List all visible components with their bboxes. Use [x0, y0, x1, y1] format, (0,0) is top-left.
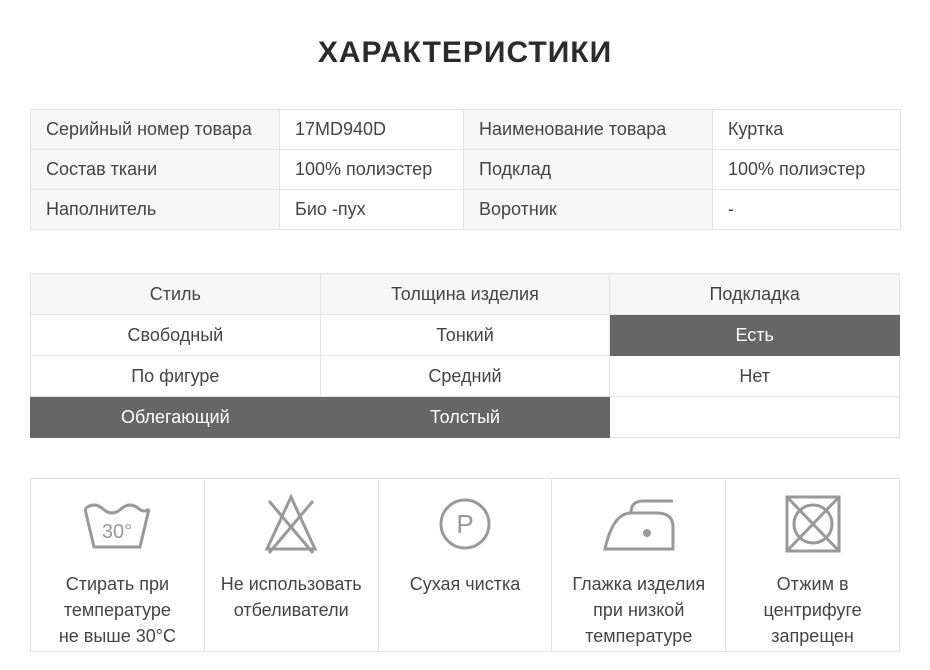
dry-clean-letter: P — [456, 509, 474, 539]
option-cell: Средний — [320, 356, 610, 397]
spec-value: Био -пух — [280, 190, 464, 230]
spec-row — [31, 150, 901, 190]
spec-key: Наполнитель — [31, 190, 280, 230]
spec-value: 17MD940D — [280, 110, 464, 150]
no-tumble-dry-icon — [773, 493, 853, 555]
spec-table — [30, 109, 901, 230]
spec-row — [31, 110, 901, 150]
option-cell: Толстый — [320, 397, 610, 438]
options-header-thickness: Толщина изделия — [320, 274, 610, 315]
spec-key: Подклад — [464, 150, 713, 190]
page-title: ХАРАКТЕРИСТИКИ — [317, 36, 613, 69]
options-header-style: Стиль — [31, 274, 321, 315]
option-cell: По фигуре — [31, 356, 321, 397]
option-cell — [610, 397, 900, 438]
spec-key: Наименование товара — [464, 110, 713, 150]
options-row — [31, 397, 900, 438]
care-item-wash — [31, 479, 204, 651]
care-label-dryclean: Сухая чистка — [409, 574, 521, 594]
care-label-iron: Глажка изделия при низкой температуре — [572, 574, 706, 646]
spec-key: Воротник — [464, 190, 713, 230]
no-bleach-icon — [251, 493, 331, 555]
option-cell: Облегающий — [31, 397, 321, 438]
wash-30-icon — [77, 493, 157, 555]
options-header-lining: Подкладка — [610, 274, 900, 315]
options-header-row — [31, 274, 900, 315]
spec-value: - — [713, 190, 901, 230]
option-cell: Нет — [610, 356, 900, 397]
care-label-bleach: Не использовать отбеливатели — [220, 574, 362, 620]
iron-low-icon — [599, 493, 679, 555]
care-label-wash: Стирать при температуре не выше 30°С — [58, 574, 176, 646]
wash-temp-text: 30° — [102, 521, 133, 543]
options-row — [31, 356, 900, 397]
spec-row — [31, 190, 901, 230]
care-label-tumble: Отжим в центрифуге запрещен — [763, 574, 862, 646]
care-item-dryclean — [378, 479, 552, 651]
care-item-iron — [551, 479, 725, 651]
spec-value: Куртка — [713, 110, 901, 150]
spec-value: 100% полиэстер — [280, 150, 464, 190]
spec-value: 100% полиэстер — [713, 150, 901, 190]
care-instructions — [30, 478, 900, 652]
dry-clean-p-icon — [425, 493, 505, 555]
care-item-bleach — [204, 479, 378, 651]
spec-key: Состав ткани — [31, 150, 280, 190]
spec-key: Серийный номер товара — [31, 110, 280, 150]
options-table — [30, 273, 900, 438]
options-row — [31, 315, 900, 356]
option-cell: Есть — [610, 315, 900, 356]
option-cell: Свободный — [31, 315, 321, 356]
care-item-tumble — [725, 479, 899, 651]
option-cell: Тонкий — [320, 315, 610, 356]
